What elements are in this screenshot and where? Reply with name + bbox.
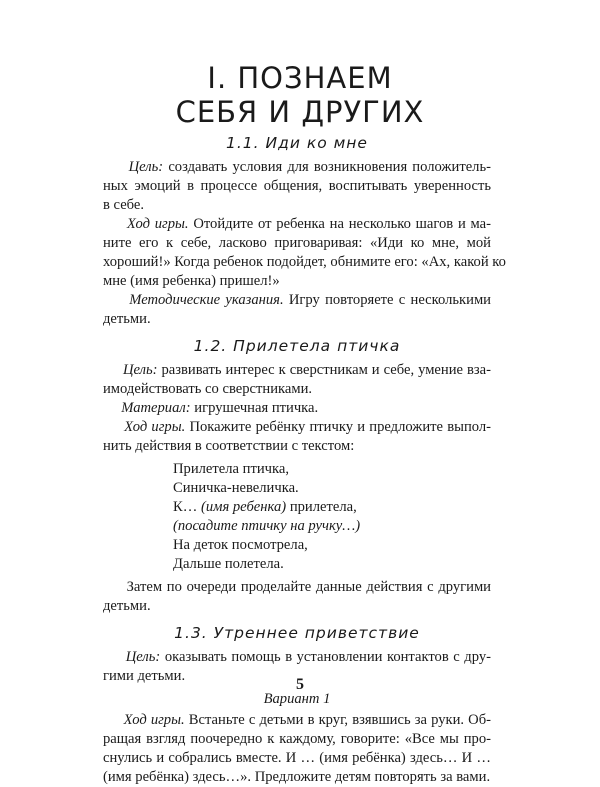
s2-material-label: Материал:	[121, 400, 191, 416]
s3-course-line-1: Встаньте с детьми в круг, взявшись за руки. Об-	[188, 712, 491, 728]
s3-course-line-2: ращая взгляд поочередно к каждому, говорите: «Все мы про-	[103, 731, 491, 747]
poem-line-2: Синичка-невеличка.	[173, 480, 299, 496]
s3-goal-label: Цель:	[125, 649, 161, 665]
s3-goal-line-1: оказывать помощь в установлении контактов с дру-	[164, 649, 491, 665]
poem-line-5: На деток посмотрела,	[173, 537, 308, 553]
poem-line-6: Дальше полетела.	[173, 556, 284, 572]
poem-line-3-end: прилетела,	[289, 499, 357, 515]
s2-after-line-2: детьми.	[103, 598, 151, 614]
s2-material-paragraph	[103, 399, 491, 418]
s1-notes-paragraph	[103, 291, 491, 329]
s2-goal-paragraph	[103, 361, 491, 399]
s1-course-line-3: хороший!» Когда ребенок подойдет, обнимите его: «Ах, какой ко	[103, 254, 506, 270]
s2-course-line-2: нить действия в соответствии с текстом:	[103, 438, 355, 454]
s2-goal-line-1: развивать интерес к сверстникам и себе, умение вза-	[161, 362, 491, 378]
section-title-1-1: 1.1. Иди ко мне	[226, 134, 368, 152]
s2-course-line-1: Покажите ребёнку птичку и предложите выпол-	[189, 419, 492, 435]
poem	[173, 460, 491, 574]
s1-goal-paragraph	[103, 158, 491, 215]
s1-notes-line-2: детьми.	[103, 311, 151, 327]
s3-course-line-4: (имя ребёнка) здесь…». Предложите детям повторять за вами.	[103, 769, 491, 785]
page-number: 5	[296, 676, 304, 693]
s1-course-line-2: ните его к себе, ласково приговаривая: «Иди ко мне, мой	[103, 235, 491, 251]
s1-notes-label: Методические указания.	[129, 292, 284, 308]
s1-course-line-1: Отойдите от ребенка на несколько шагов и ма-	[193, 216, 492, 232]
s2-goal-line-2: имодействовать со сверстниками.	[103, 381, 313, 397]
poem-line-4: (посадите птичку на ручку…)	[173, 518, 361, 534]
section-title-1-2: 1.2. Прилетела птичка	[193, 337, 401, 355]
variant-heading: Вариант 1	[263, 691, 331, 707]
chapter-title-line-2: СЕБЯ И ДРУГИХ	[175, 95, 425, 129]
s1-course-paragraph	[103, 215, 506, 291]
s3-goal-line-2: гими детьми.	[103, 668, 186, 684]
s1-notes-line-1: Игру повторяете с несколькими	[288, 292, 491, 308]
s2-course-paragraph	[103, 418, 491, 456]
s1-goal-label: Цель:	[128, 159, 164, 175]
s1-course-label: Ход игры.	[126, 216, 189, 232]
poem-line-3-italic: (имя ребенка)	[200, 499, 287, 515]
s2-course-label: Ход игры.	[124, 419, 186, 435]
s3-course-paragraph	[103, 711, 491, 787]
s1-goal-line-1: создавать условия для возникновения положитель-	[168, 159, 491, 175]
s2-goal-label: Цель:	[122, 362, 158, 378]
poem-line-3	[173, 498, 491, 517]
s1-course-line-4: мне (имя ребенка) пришел!»	[103, 273, 280, 289]
s1-goal-line-2: ных эмоций в процессе общения, воспитывать уверенность	[103, 178, 491, 194]
s2-material-text: игрушечная птичка.	[194, 400, 319, 416]
s3-course-line-3: снулись и собрались вместе. И … (имя ребёнка) здесь… И …	[103, 750, 491, 766]
poem-line-3-start: К…	[173, 499, 198, 515]
section-title-1-3: 1.3. Утреннее приветствие	[174, 624, 420, 642]
chapter-title-line-1: I. ПОЗНАЕМ	[207, 61, 393, 95]
s2-after-paragraph	[103, 578, 491, 616]
s3-course-label: Ход игры.	[123, 712, 185, 728]
s2-after-line-1: Затем по очереди проделайте данные действия с другими	[126, 579, 491, 595]
poem-line-1: Прилетела птичка,	[173, 461, 290, 477]
s1-goal-line-3: в себе.	[103, 197, 145, 213]
